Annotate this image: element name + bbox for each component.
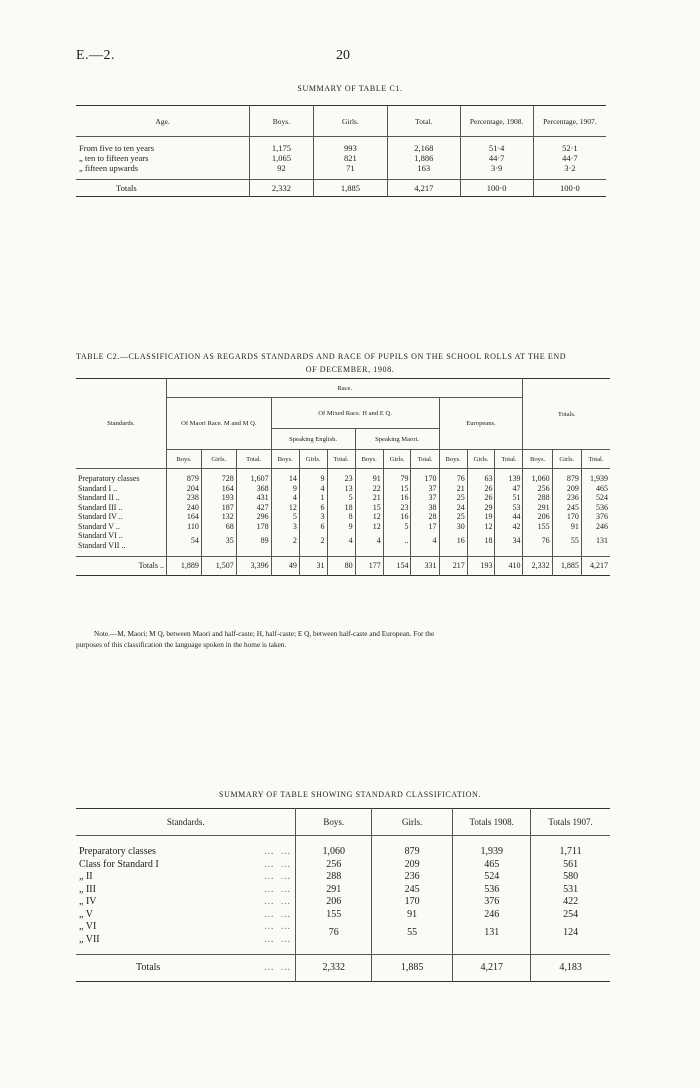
totals-label: Totals [136,961,161,973]
col-boys: Boys. [250,106,314,137]
standard-label: Standard III .. [78,502,123,512]
cell: 21 [355,493,383,503]
total-cell: 31 [299,557,327,576]
c2-note-cont: purposes of this classification the language spoken in the home is taken. [76,640,287,649]
leader-dots: … … [263,871,293,882]
cell: 164 [167,512,202,522]
cell: 13 [327,484,355,494]
col-total: Total. [411,450,439,469]
cell: 288 [523,493,552,503]
cell: 2 [299,531,327,550]
cell: 68 [201,522,236,532]
standard-label: „ V [79,908,93,920]
cell: 37 [411,484,439,494]
cell: 291 [523,503,552,513]
table-row [76,143,606,153]
standard-label: „ VII [79,933,100,945]
cell-boys: 1,175 [250,143,314,153]
cell: 25 [439,512,467,522]
cell: 12 [355,512,383,522]
col-total: Total. [327,450,355,469]
cell: 3 [299,512,327,522]
cell: 524 [581,493,610,503]
cell: 376 [581,512,610,522]
cell: 51 [495,493,523,503]
summary-caption: SUMMARY OF TABLE SHOWING STANDARD CLASSIFICATION. [219,790,481,799]
cell: 18 [327,503,355,513]
cell: 2 [271,531,299,550]
standard-label: Class for Standard I [79,858,159,870]
cell: 3 [271,522,299,532]
cell-girls: 91 [372,909,453,922]
cell: 368 [236,484,271,494]
total-cell: 217 [439,557,467,576]
cell: 14 [271,474,299,484]
standard-label-cell [76,871,296,884]
cell: 12 [467,522,495,532]
cell-t1908: 131 [453,921,531,946]
cell: 18 [467,531,495,550]
age-label: From five to ten years [79,143,155,153]
col-maori-race: Of Maori Race. M and M Q. [167,398,272,450]
report-reference: E.—2. [76,48,116,63]
total-p1908: 100·0 [460,180,533,197]
cell-girls: 209 [372,859,453,872]
cell-girls: 170 [372,896,453,909]
cell-t1908: 465 [453,859,531,872]
standard-label-cell [76,909,296,922]
cell-girls: 236 [372,871,453,884]
cell: 5 [271,512,299,522]
totals-label-cell [76,955,296,982]
cell-boys: 1,065 [250,153,314,163]
cell: 256 [523,484,552,494]
cell-boys: 1,060 [296,846,372,859]
age-label: „ ten to fifteen years [79,153,149,163]
cell: 76 [439,474,467,484]
leader-dots: … … [263,883,293,895]
age-label: „ fifteen upwards [79,163,139,173]
table-row [76,859,610,872]
col-girls: Girls. [372,809,453,836]
cell-boys: 256 [296,859,372,872]
col-girls: Girls. [552,450,581,469]
cell-boys: 288 [296,871,372,884]
col-pct-1907: Percentage, 1907. [533,106,606,137]
table-row [76,896,610,909]
cell: 30 [439,522,467,532]
cell: 236 [552,493,581,503]
cell: 34 [495,531,523,550]
col-boys: Boys. [439,450,467,469]
table-row [76,522,610,532]
leader-dots: … … [263,908,293,920]
total-cell: 154 [383,557,411,576]
cell-p1907: 52·1 [533,143,606,153]
cell-p1908: 51·4 [460,143,533,153]
cell: 6 [299,503,327,513]
cell-total: 1,886 [388,153,460,163]
cell-boys: 76 [296,921,372,946]
cell: 76 [523,531,552,550]
cell: 42 [495,522,523,532]
cell: 4 [271,493,299,503]
leader-dots: … … [263,933,293,945]
col-total: Total. [581,450,610,469]
cell-t1908: 536 [453,884,531,897]
cell: 55 [552,531,581,550]
totals-label: Totals .. [138,561,164,571]
cell: 54 [167,531,202,550]
standard-label: Standard I .. [78,483,118,493]
cell: 6 [299,522,327,532]
cell: 15 [355,503,383,513]
standard-label: „ II [79,871,93,882]
cell: 1,939 [581,474,610,484]
standard-label-cell [76,921,296,934]
col-girls: Girls. [313,106,387,137]
cell-p1907: 44·7 [533,153,606,163]
table-row [76,503,610,513]
cell: 16 [439,531,467,550]
cell: 240 [167,503,202,513]
cell: 4 [327,531,355,550]
total-cell: 4,217 [581,557,610,576]
cell: 23 [327,474,355,484]
cell: 8 [327,512,355,522]
cell: 4 [299,484,327,494]
standard-label-cell [76,896,296,909]
table-row [76,871,610,884]
cell: 879 [552,474,581,484]
cell-total: 163 [388,163,460,173]
cell: 19 [467,512,495,522]
cell: 132 [201,512,236,522]
total-cell: 1,889 [167,557,202,576]
table-row [76,484,610,494]
cell-t1908: 246 [453,909,531,922]
cell-t1908: 524 [453,871,531,884]
cell: 178 [236,522,271,532]
cell: 35 [201,531,236,550]
cell-t1908: 376 [453,896,531,909]
totals-row [76,955,610,982]
cell-t1907: 531 [531,884,610,897]
col-total: Total. [388,106,460,137]
standard-label: Standard V .. [78,521,120,531]
cell: 22 [355,484,383,494]
cell-t1907: 422 [531,896,610,909]
cell: 728 [201,474,236,484]
total-t1908: 4,217 [453,955,531,982]
cell: 91 [552,522,581,532]
cell: 28 [411,512,439,522]
table-row [76,531,610,541]
table-row [76,163,606,173]
col-boys: Boys. [355,450,383,469]
leader-dots: … … [263,921,293,932]
total-cell: 1,885 [552,557,581,576]
totals-row [76,180,606,197]
standard-label: Preparatory classes [78,474,140,483]
cell-boys: 92 [250,163,314,173]
standard-label-cell [76,934,296,947]
cell: 879 [167,474,202,484]
table-row [76,921,610,934]
total-cell: 2,332 [523,557,552,576]
standard-label: Standard VI .. [78,531,123,540]
cell: 9 [299,474,327,484]
col-race: Race. [167,379,523,398]
cell: 536 [581,503,610,513]
cell: 4 [411,531,439,550]
cell: 91 [355,474,383,484]
standard-summary-table [76,808,610,982]
cell: 1 [299,493,327,503]
total-cell: 80 [327,557,355,576]
c2-title-cont: OF DECEMBER, 1908. [305,365,395,374]
col-speaking-maori: Speaking Maori. [355,429,439,450]
classification-c2-table [76,378,610,576]
cell: 44 [495,512,523,522]
c1-caption: SUMMARY OF TABLE C1. [297,84,403,93]
total-cell: 49 [271,557,299,576]
leader-dots: … … [263,858,293,870]
cell-boys: 155 [296,909,372,922]
cell-girls: 55 [372,921,453,946]
cell: 12 [355,522,383,532]
cell-t1908: 1,939 [453,846,531,859]
table-row [76,909,610,922]
table-row [76,474,610,484]
col-boys: Boys. [523,450,552,469]
cell: 12 [271,503,299,513]
total-boys: 2,332 [250,180,314,197]
col-girls: Girls. [201,450,236,469]
col-totals-1908: Totals 1908. [453,809,531,836]
cell: 23 [383,503,411,513]
total-girls: 1,885 [372,955,453,982]
cell: 37 [411,493,439,503]
cell: 25 [439,493,467,503]
standard-label-cell [76,884,296,897]
table-row [76,884,610,897]
col-standards: Standards. [166,817,205,827]
cell: 427 [236,503,271,513]
col-standards: Standards. [107,420,135,427]
col-totals-1907: Totals 1907. [531,809,610,836]
cell: 245 [552,503,581,513]
total-cell: 331 [411,557,439,576]
cell: 79 [383,474,411,484]
cell: 206 [523,512,552,522]
cell: .. [383,531,411,550]
col-girls: Girls. [383,450,411,469]
col-girls: Girls. [299,450,327,469]
cell: 238 [167,493,202,503]
col-pct-1908: Percentage, 1908. [460,106,533,137]
cell-t1907: 254 [531,909,610,922]
total-boys: 2,332 [296,955,372,982]
col-totals: Totals. [523,379,610,450]
leader-dots: … … [263,846,293,857]
cell-t1907: 124 [531,921,610,946]
cell: 15 [383,484,411,494]
total-girls: 1,885 [313,180,387,197]
cell: 9 [327,522,355,532]
cell-t1907: 561 [531,859,610,872]
total-total: 4,217 [388,180,460,197]
standard-label: „ III [79,883,96,895]
cell: 24 [439,503,467,513]
cell: 26 [467,484,495,494]
total-p1907: 100·0 [533,180,606,197]
c2-title: TABLE C2.—CLASSIFICATION AS REGARDS STANDARDS AND RACE OF PUPILS ON THE SCHOOL ROLLS AT THE END [76,352,567,361]
cell: 38 [411,503,439,513]
cell: 5 [327,493,355,503]
cell: 1,607 [236,474,271,484]
cell: 131 [581,531,610,550]
col-speaking-english: Speaking English. [271,429,355,450]
cell-girls: 993 [313,143,387,153]
total-t1907: 4,183 [531,955,610,982]
cell: 193 [201,493,236,503]
total-cell: 177 [355,557,383,576]
c2-note: Note.—M, Maori; M Q, between Maori and half-caste; H, half-caste; E Q, between half-caste and European. For the [94,629,435,638]
cell: 155 [523,522,552,532]
table-row [76,512,610,522]
cell-girls: 879 [372,846,453,859]
cell: 4 [355,531,383,550]
col-age: Age. [155,116,170,126]
page-number: 20 [336,48,350,63]
cell: 5 [383,522,411,532]
standard-label: Standard IV .. [78,512,123,521]
leader-dots: … … [263,961,293,973]
total-cell: 193 [467,557,495,576]
cell: 17 [411,522,439,532]
cell: 16 [383,512,411,522]
cell: 110 [167,522,202,532]
total-cell: 3,396 [236,557,271,576]
cell-total: 2,168 [388,143,460,153]
standard-label-cell [76,846,296,859]
standard-label: „ IV [79,896,97,907]
standard-label: Standard VII .. [78,540,126,550]
cell-girls: 71 [313,163,387,173]
cell-t1907: 580 [531,871,610,884]
cell: 9 [271,484,299,494]
col-europeans: Europeans. [439,398,523,450]
standard-label: „ VI [79,921,97,932]
cell: 204 [167,484,202,494]
cell: 139 [495,474,523,484]
cell: 53 [495,503,523,513]
cell-boys: 291 [296,884,372,897]
cell: 465 [581,484,610,494]
cell-p1908: 44·7 [460,153,533,163]
cell: 296 [236,512,271,522]
cell: 164 [201,484,236,494]
cell-t1907: 1,711 [531,846,610,859]
cell: 26 [467,493,495,503]
col-total: Total. [236,450,271,469]
cell: 29 [467,503,495,513]
col-boys: Boys. [296,809,372,836]
cell-girls: 245 [372,884,453,897]
cell: 21 [439,484,467,494]
standard-label-cell [76,859,296,872]
summary-c1-table [76,105,606,197]
cell: 187 [201,503,236,513]
cell: 170 [411,474,439,484]
col-mixed-race: Of Mixed Race. H and E Q. [271,398,439,429]
table-row [76,493,610,503]
totals-row [76,557,610,576]
col-girls: Girls. [467,450,495,469]
cell: 170 [552,512,581,522]
totals-label: Totals [116,183,137,193]
cell: 1,060 [523,474,552,484]
col-total: Total. [495,450,523,469]
cell: 89 [236,531,271,550]
cell: 16 [383,493,411,503]
cell-p1907: 3·2 [533,163,606,173]
col-boys: Boys. [167,450,202,469]
leader-dots: … … [263,896,293,907]
cell: 63 [467,474,495,484]
table-row [76,846,610,859]
total-cell: 410 [495,557,523,576]
cell-girls: 821 [313,153,387,163]
cell-p1908: 3·9 [460,163,533,173]
cell: 431 [236,493,271,503]
cell: 47 [495,484,523,494]
table-row [76,153,606,163]
cell-boys: 206 [296,896,372,909]
total-cell: 1,507 [201,557,236,576]
standard-label: Standard II .. [78,493,120,502]
cell: 209 [552,484,581,494]
col-boys: Boys. [271,450,299,469]
cell: 246 [581,522,610,532]
standard-label: Preparatory classes [79,846,156,857]
